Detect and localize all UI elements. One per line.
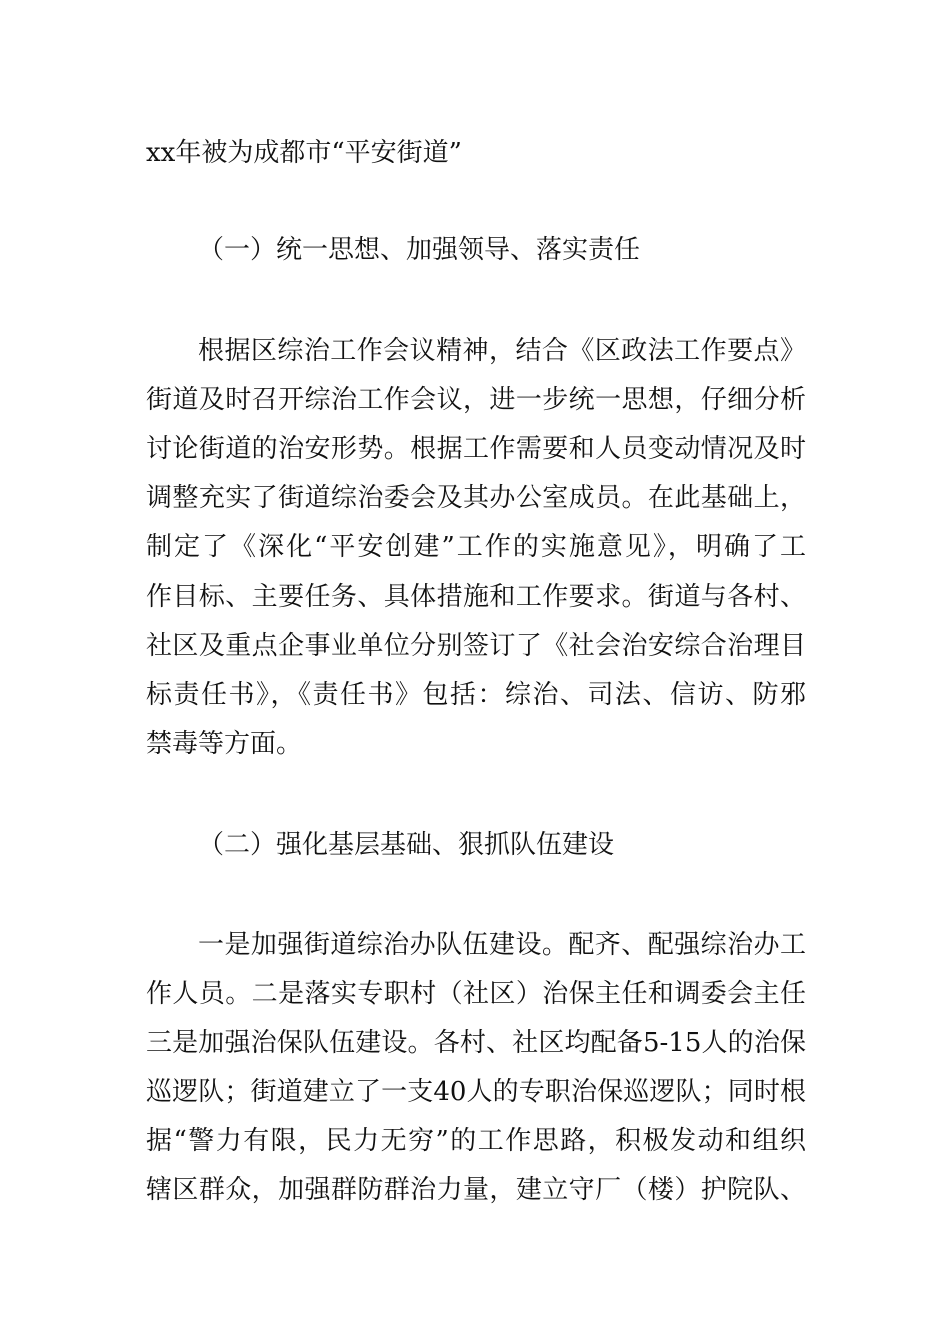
paragraph-line: 辖区群众，加强群防群治力量，建立守厂（楼）护院队、 bbox=[146, 1175, 806, 1205]
section-heading-2: （二）强化基层基础、狠抓队伍建设 bbox=[198, 830, 615, 860]
paragraph-line: 三是加强治保队伍建设。各村、社区均配备5-15人的治保 bbox=[146, 1028, 806, 1058]
paragraph-line: 据“警力有限，民力无穷”的工作思路，积极发动和组织 bbox=[146, 1126, 806, 1156]
paragraph-line: 标责任书》，《责任书》包括：综治、司法、信访、防邪 bbox=[146, 680, 806, 710]
paragraph-line: 街道及时召开综治工作会议，进一步统一思想，仔细分析 bbox=[146, 385, 806, 415]
paragraph-line: 讨论街道的治安形势。根据工作需要和人员变动情况及时 bbox=[146, 434, 806, 464]
paragraph-line: 禁毒等方面。 bbox=[146, 729, 303, 759]
paragraph-line: 作目标、主要任务、具体措施和工作要求。街道与各村、 bbox=[146, 582, 806, 612]
paragraph-line: 社区及重点企事业单位分别签订了《社会治安综合治理目 bbox=[146, 631, 806, 661]
intro-line: xx年被为成都市“平安街道” bbox=[146, 138, 462, 168]
paragraph-line: 制定了《深化“平安创建”工作的实施意见》，明确了工 bbox=[146, 532, 806, 562]
paragraph-line: 一是加强街道综治办队伍建设。配齐、配强综治办工 bbox=[198, 930, 806, 960]
paragraph-line: 作人员。二是落实专职村（社区）治保主任和调委会主任 bbox=[146, 979, 806, 1009]
paragraph-line: 根据区综治工作会议精神，结合《区政法工作要点》 bbox=[198, 336, 806, 366]
paragraph-line: 调整充实了街道综治委会及其办公室成员。在此基础上， bbox=[146, 483, 806, 513]
paragraph-line: 巡逻队；街道建立了一支40人的专职治保巡逻队；同时根 bbox=[146, 1077, 806, 1107]
section-heading-1: （一）统一思想、加强领导、落实责任 bbox=[198, 235, 641, 265]
